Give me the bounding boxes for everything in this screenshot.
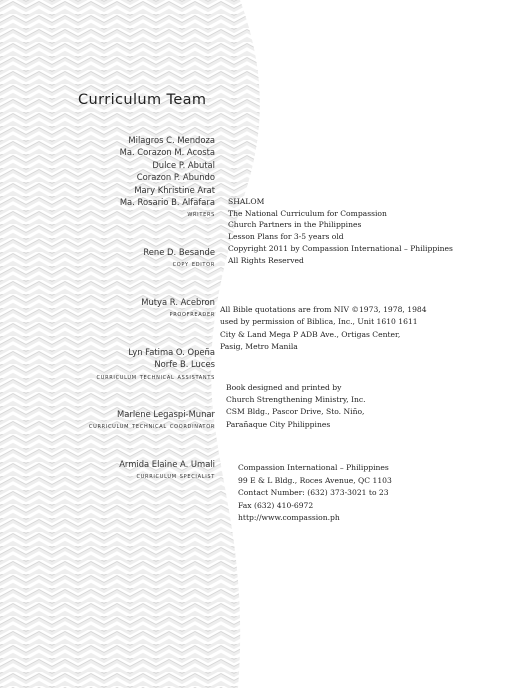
team-role: curriculum technical coordinator xyxy=(88,421,215,431)
info-line: City & Land Mega P ADB Ave., Ortigas Center, xyxy=(220,329,401,339)
team-group-technical-coordinator xyxy=(0,408,215,432)
publication-info-block xyxy=(228,196,453,266)
page-title: Curriculum Team xyxy=(78,92,207,108)
team-member-name: Norfe B. Luces xyxy=(154,359,215,370)
info-line: Lesson Plans for 3-5 years old xyxy=(228,232,344,242)
info-line: All Bible quotations are from NIV ©1973, 1978, 1984 xyxy=(220,305,427,314)
team-member-name: Armida Elaine A. Umali xyxy=(119,459,215,469)
info-line: Compassion International – Philippines xyxy=(238,463,389,472)
info-line: Book designed and printed by xyxy=(226,383,342,392)
printer-info-block xyxy=(226,382,366,431)
info-line: Fax (632) 410-6972 xyxy=(238,500,314,510)
team-group-technical-assistants xyxy=(0,346,215,383)
team-group-writers xyxy=(0,134,215,220)
info-line: The National Curriculum for Compassion xyxy=(228,208,387,218)
team-member-name: Lyn Fatima O. Opeña xyxy=(128,347,215,357)
team-group-curriculum-specialist xyxy=(0,458,215,482)
team-member-name: Dulce P. Abutal xyxy=(152,159,215,170)
team-member-name: Rene D. Besande xyxy=(143,247,215,257)
info-line: Contact Number: (632) 373-3021 to 23 xyxy=(238,488,389,498)
team-member-name: Marlene Legaspi-Munar xyxy=(117,409,215,419)
team-member-name: Ma. Rosario B. Alfafara xyxy=(119,197,215,208)
info-line: All Rights Reserved xyxy=(228,255,304,265)
team-group-proofreader xyxy=(0,296,215,320)
info-line: Copyright 2011 by Compassion International – Philippines xyxy=(228,243,453,253)
team-role: copy editor xyxy=(172,259,215,269)
info-line: Church Strengthening Ministry, Inc. xyxy=(226,395,366,405)
info-line: Church Partners in the Philippines xyxy=(228,220,362,230)
team-role: writers xyxy=(187,209,215,219)
bible-quotation-block xyxy=(220,304,427,353)
team-member-name: Ma. Corazon M. Acosta xyxy=(119,147,215,158)
contact-info-block xyxy=(238,462,392,525)
info-line: Pasig, Metro Manila xyxy=(220,341,298,351)
team-member-name: Mary Khristine Arat xyxy=(134,184,215,195)
info-line: SHALOM xyxy=(228,197,265,206)
team-role: proofreader xyxy=(169,309,215,319)
info-line: used by permission of Biblica, Inc., Unit 1610 1611 xyxy=(220,317,418,327)
team-credits xyxy=(0,0,215,688)
team-role: curriculum specialist xyxy=(136,471,215,481)
team-role: curriculum technical assistants xyxy=(96,371,215,381)
team-member-name: Corazon P. Abundo xyxy=(136,172,215,183)
info-line: CSM Bldg., Pascor Drive, Sto. Niño, xyxy=(226,407,365,417)
team-group-copy-editor xyxy=(0,246,215,270)
team-member-name: Mutya R. Acebron xyxy=(141,297,215,307)
info-line: Parañaque City Philippines xyxy=(226,419,331,429)
team-member-name: Milagros C. Mendoza xyxy=(128,135,215,145)
website-link[interactable]: http://www.compassion.ph xyxy=(238,513,340,523)
info-line: 99 E & L Bldg., Roces Avenue, QC 1103 xyxy=(238,475,392,485)
